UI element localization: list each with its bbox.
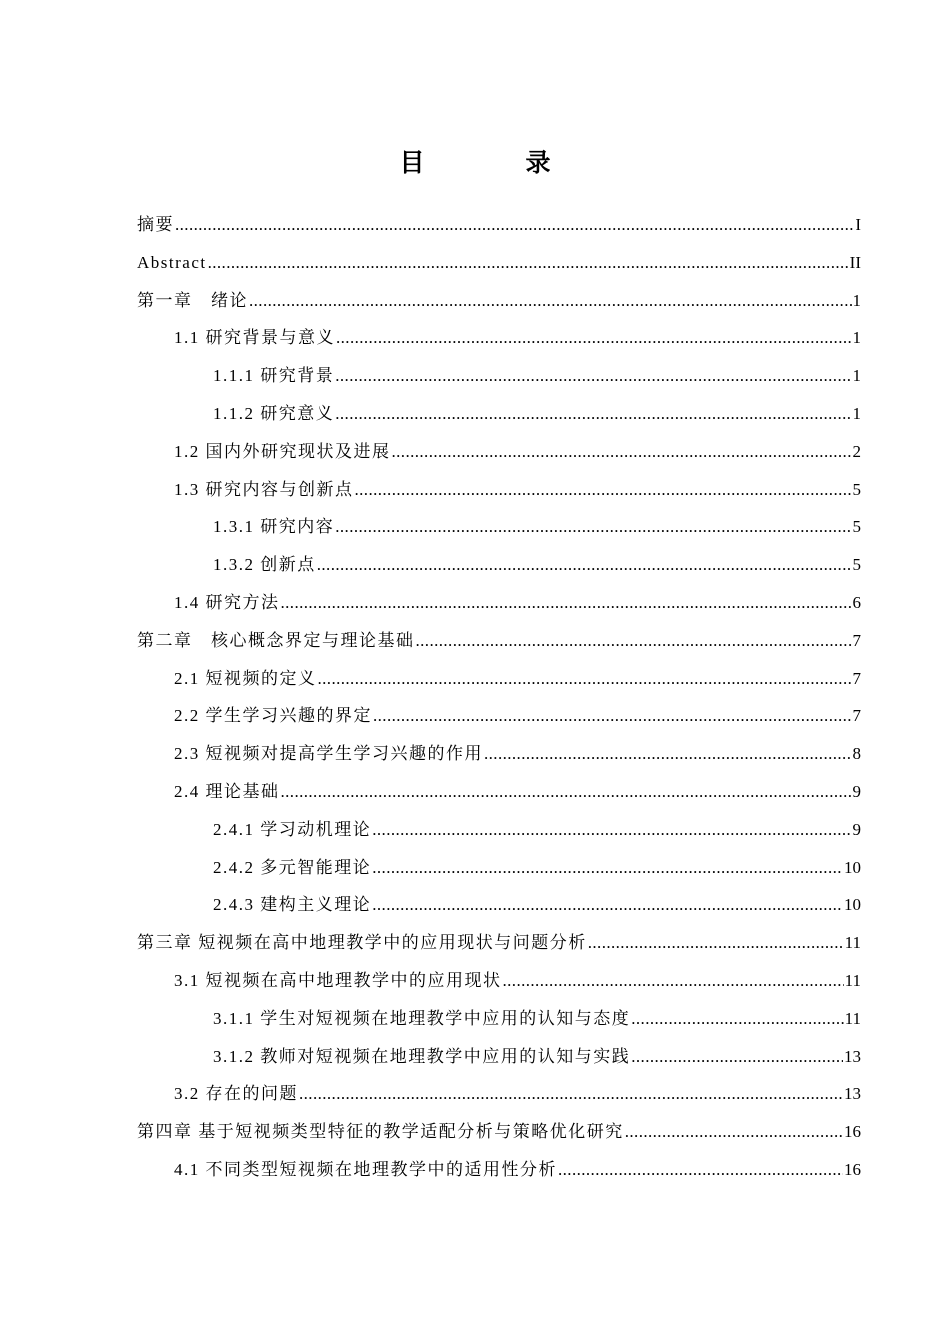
toc-entry-page-number: 9 xyxy=(852,781,861,801)
toc-entry-page-number: 16 xyxy=(844,1122,861,1142)
toc-entry-page-number: 8 xyxy=(852,744,861,764)
toc-entry-label: 3.1.2 教师对短视频在地理教学中应用的认知与实践 xyxy=(213,1046,631,1066)
toc-dot-leader xyxy=(281,773,852,811)
toc-entry-label: 3.1.1 学生对短视频在地理教学中应用的认知与态度 xyxy=(213,1008,631,1028)
toc-entry-page-number: 5 xyxy=(852,517,861,537)
toc-dot-leader xyxy=(372,849,843,887)
toc-entry[interactable] xyxy=(137,1113,861,1151)
toc-entry[interactable] xyxy=(137,433,861,471)
toc-dot-leader xyxy=(416,622,852,660)
toc-entry-page-number: 1 xyxy=(852,366,861,386)
toc-title: 目 录 xyxy=(399,148,589,177)
toc-dot-leader xyxy=(372,811,851,849)
toc-entry-label: 第二章 核心概念界定与理论基础 xyxy=(137,630,415,650)
toc-entry-label: 1.1.2 研究意义 xyxy=(213,403,335,423)
toc-entry[interactable] xyxy=(137,244,861,282)
toc-entry[interactable] xyxy=(137,886,861,924)
toc-dot-leader xyxy=(281,584,852,622)
toc-entry[interactable] xyxy=(137,811,861,849)
toc-entry-label: 摘要 xyxy=(137,215,174,234)
toc-entry-label: 2.4.2 多元智能理论 xyxy=(213,857,372,877)
toc-entry[interactable] xyxy=(137,660,861,698)
toc-entry[interactable] xyxy=(137,697,861,735)
toc-dot-leader xyxy=(175,206,854,244)
toc-entry[interactable] xyxy=(137,319,861,357)
toc-entry[interactable] xyxy=(137,849,861,887)
toc-entry-page-number: 11 xyxy=(844,1008,861,1028)
toc-dot-leader xyxy=(392,433,852,471)
toc-dot-leader xyxy=(558,1151,843,1189)
toc-entry[interactable] xyxy=(137,735,861,773)
toc-dot-leader xyxy=(318,660,852,698)
toc-entry-page-number: 10 xyxy=(844,895,861,915)
table-of-contents xyxy=(137,206,861,1189)
toc-dot-leader xyxy=(631,1038,843,1076)
toc-dot-leader xyxy=(588,924,844,962)
toc-entry-label: 1.4 研究方法 xyxy=(174,592,280,612)
toc-dot-leader xyxy=(625,1113,843,1151)
toc-entry[interactable] xyxy=(137,924,861,962)
toc-entry-label: 2.4 理论基础 xyxy=(174,781,280,801)
toc-entry-page-number: 1 xyxy=(852,290,861,310)
toc-dot-leader xyxy=(249,282,852,320)
toc-entry-label: 1.1.1 研究背景 xyxy=(213,366,335,386)
toc-entry-page-number: 10 xyxy=(844,857,861,877)
toc-entry-page-number: 1 xyxy=(852,403,861,423)
toc-entry-label: 1.2 国内外研究现状及进展 xyxy=(174,441,391,461)
toc-entry-label: Abstract xyxy=(137,252,207,272)
toc-entry-label: 1.1 研究背景与意义 xyxy=(174,328,335,348)
toc-entry-label: 第三章 短视频在高中地理教学中的应用现状与问题分析 xyxy=(137,933,587,953)
toc-dot-leader xyxy=(355,471,852,509)
toc-entry[interactable] xyxy=(137,206,861,244)
toc-entry-label: 1.3 研究内容与创新点 xyxy=(174,479,354,499)
toc-entry-label: 1.3.1 研究内容 xyxy=(213,517,335,537)
toc-entry-page-number: 1 xyxy=(852,328,861,348)
toc-dot-leader xyxy=(335,508,851,546)
toc-dot-leader xyxy=(631,1000,843,1038)
toc-entry-page-number: 6 xyxy=(852,592,861,612)
toc-dot-leader xyxy=(208,244,849,282)
toc-entry-label: 第一章 绪论 xyxy=(137,290,248,310)
toc-entry[interactable] xyxy=(137,1075,861,1113)
toc-entry-label: 2.3 短视频对提高学生学习兴趣的作用 xyxy=(174,744,483,764)
toc-entry-label: 2.4.3 建构主义理论 xyxy=(213,895,372,915)
toc-entry-label: 1.3.2 创新点 xyxy=(213,555,316,575)
toc-entry-page-number: 7 xyxy=(852,668,861,688)
toc-entry-label: 3.1 短视频在高中地理教学中的应用现状 xyxy=(174,970,502,990)
toc-dot-leader xyxy=(372,886,843,924)
toc-entry-page-number: 13 xyxy=(844,1046,861,1066)
toc-entry-page-number: 5 xyxy=(852,479,861,499)
toc-dot-leader xyxy=(336,319,852,357)
toc-dot-leader xyxy=(317,546,852,584)
toc-entry[interactable] xyxy=(137,508,861,546)
toc-dot-leader xyxy=(503,962,844,1000)
toc-entry-page-number: 11 xyxy=(844,933,861,953)
toc-entry-label: 2.2 学生学习兴趣的界定 xyxy=(174,706,372,726)
toc-entry[interactable] xyxy=(137,357,861,395)
toc-entry-page-number: 16 xyxy=(844,1159,861,1179)
toc-entry-label: 2.4.1 学习动机理论 xyxy=(213,819,372,839)
toc-entry-page-number: 2 xyxy=(852,441,861,461)
toc-dot-leader xyxy=(373,697,852,735)
toc-dot-leader xyxy=(484,735,852,773)
toc-dot-leader xyxy=(299,1075,843,1113)
toc-entry-page-number: 13 xyxy=(844,1084,861,1104)
toc-entry-page-number: II xyxy=(849,252,861,272)
toc-entry-label: 2.1 短视频的定义 xyxy=(174,668,317,688)
toc-entry[interactable] xyxy=(137,471,861,509)
toc-entry[interactable] xyxy=(137,395,861,433)
toc-dot-leader xyxy=(335,357,851,395)
toc-entry[interactable] xyxy=(137,622,861,660)
toc-entry-label: 第四章 基于短视频类型特征的教学适配分析与策略优化研究 xyxy=(137,1122,624,1142)
toc-entry[interactable] xyxy=(137,546,861,584)
toc-entry-page-number: 9 xyxy=(852,819,861,839)
toc-entry[interactable] xyxy=(137,773,861,811)
toc-entry[interactable] xyxy=(137,1000,861,1038)
toc-entry-page-number: I xyxy=(855,215,861,234)
toc-entry[interactable] xyxy=(137,962,861,1000)
toc-entry-label: 3.2 存在的问题 xyxy=(174,1084,298,1104)
toc-dot-leader xyxy=(335,395,851,433)
toc-entry-page-number: 11 xyxy=(844,970,861,990)
toc-entry-label: 4.1 不同类型短视频在地理教学中的适用性分析 xyxy=(174,1159,557,1179)
toc-entry-page-number: 5 xyxy=(852,555,861,575)
toc-entry[interactable] xyxy=(137,584,861,622)
toc-entry-page-number: 7 xyxy=(852,706,861,726)
toc-entry[interactable] xyxy=(137,1038,861,1076)
toc-entry[interactable] xyxy=(137,1151,861,1189)
toc-entry-page-number: 7 xyxy=(852,630,861,650)
toc-entry[interactable] xyxy=(137,282,861,320)
